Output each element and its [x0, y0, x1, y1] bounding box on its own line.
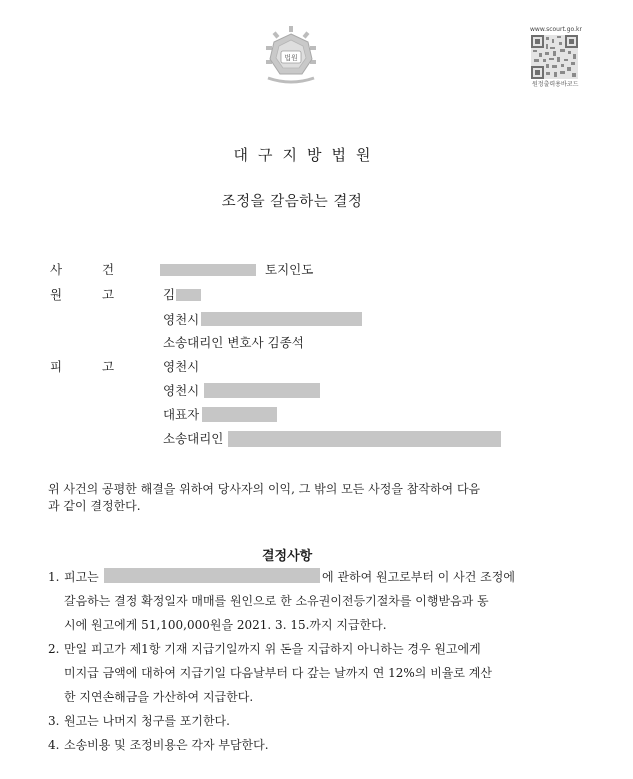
court-emblem: [262, 26, 320, 88]
plaintiff-address: 영천시: [163, 312, 200, 327]
redacted-plaintiff-name: [176, 289, 201, 301]
case-name: 토지인도: [265, 262, 314, 277]
defendant-label: 피 고: [50, 359, 115, 374]
redacted-defendant-counsel: [228, 431, 501, 447]
item-1-line-1-prefix: 피고는: [64, 570, 99, 584]
plaintiff-counsel: 소송대리인 변호사 김종석: [163, 335, 304, 350]
redacted-plaintiff-address: [201, 312, 362, 326]
defendant-address: 영천시: [163, 383, 200, 398]
defendant-name: 영천시: [163, 359, 200, 374]
decision-title: 결정사항: [262, 549, 313, 564]
item-4-line-1: 소송비용 및 조정비용은 각자 부담한다.: [64, 738, 269, 752]
court-name: 대구지방법원: [233, 146, 381, 164]
case-label: 사 건: [50, 262, 115, 277]
intro-line-1: 위 사건의 공평한 해결을 위하여 당사자의 이익, 그 밖의 모든 사정을 참작하여 다음: [48, 482, 481, 496]
item-2-number: 2.: [48, 642, 60, 656]
emblem-text: 법원: [284, 54, 298, 62]
item-3-number: 3.: [48, 714, 60, 728]
defendant-representative: 대표자: [163, 407, 200, 422]
qr-label: 원정출력용바코드: [532, 81, 579, 88]
item-1-number: 1.: [48, 570, 60, 584]
item-2-line-2: 미지급 금액에 대하여 지급기일 다음날부터 다 갚는 날까지 연 12%의 비율로 계산: [64, 666, 492, 680]
item-4-number: 4.: [48, 738, 60, 752]
redacted-case-number: [160, 264, 256, 276]
item-2-line-3: 한 지연손해금을 가산하여 지급한다.: [64, 690, 254, 704]
intro-line-2: 과 같이 결정한다.: [48, 499, 141, 513]
qr-code: [531, 35, 578, 79]
redacted-representative: [202, 407, 277, 422]
qr-url: www.scourt.go.kr: [530, 26, 582, 33]
plaintiff-name: 김: [163, 287, 176, 302]
redacted-property: [104, 568, 320, 583]
item-1-line-3: 시에 원고에게 51,100,000원을 2021. 3. 15.까지 지급한다.: [64, 618, 387, 632]
qr-code-icon: [531, 35, 578, 79]
item-1-line-1-suffix: 에 관하여 원고로부터 이 사건 조정에: [322, 570, 515, 584]
document-title: 조정을 갈음하는 결정: [221, 194, 363, 210]
defendant-counsel: 소송대리인: [163, 431, 224, 446]
item-1-line-2: 갈음하는 결정 확정일자 매매를 원인으로 한 소유권이전등기절차를 이행받음과 동: [64, 594, 489, 608]
item-3-line-1: 원고는 나머지 청구를 포기한다.: [64, 714, 230, 728]
redacted-defendant-address: [204, 383, 320, 398]
plaintiff-label: 원 고: [50, 287, 115, 302]
item-2-line-1: 만일 피고가 제1항 기재 지급기일까지 위 돈을 지급하지 아니하는 경우 원고에게: [64, 642, 481, 656]
